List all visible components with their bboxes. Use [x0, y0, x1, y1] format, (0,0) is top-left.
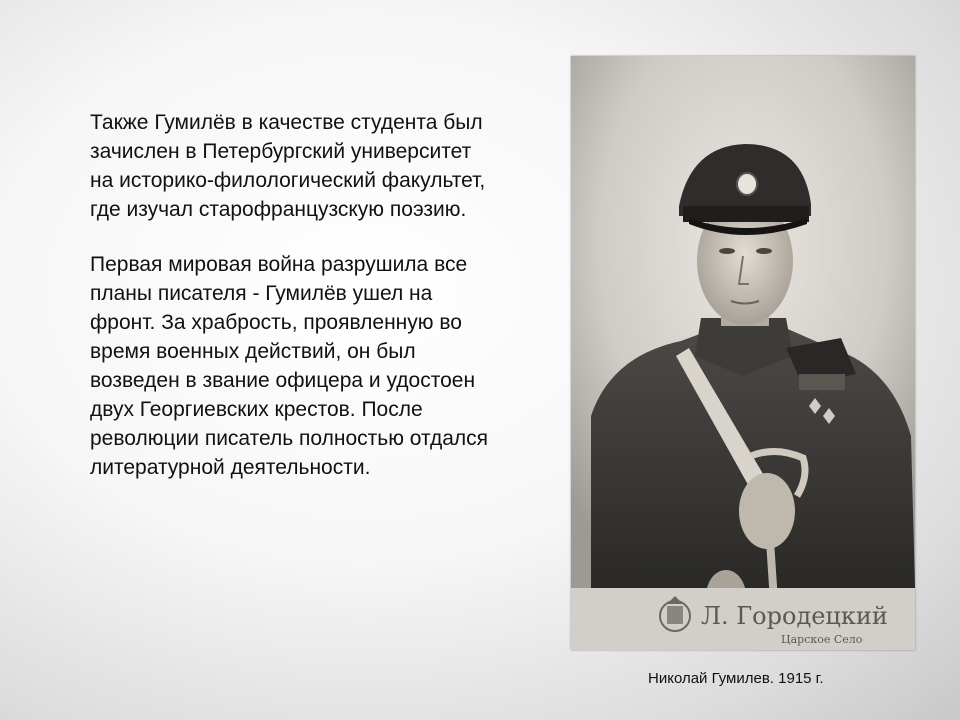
- paragraph-war: Первая мировая война разрушила все планы писателя - Гумилёв ушел на фронт. За храбрость, проявленную во время военных действий, он был возведен в звание офицера и удостоен двух Георгиевских крестов. После революции писатель полностью отдался литературной деятельности.: [90, 253, 488, 479]
- body-text: [90, 108, 490, 508]
- photo-caption: Николай Гумилев. 1915 г.: [648, 670, 824, 687]
- studio-name: Л. Городецкий: [701, 602, 888, 630]
- portrait-photo: [571, 56, 915, 650]
- paragraph-university: Также Гумилёв в качестве студента был зачислен в Петербургский университет на историко-филологический факультет, где изучал старофранцузскую поэзию.: [90, 111, 486, 221]
- studio-city: Царское Село: [781, 633, 863, 646]
